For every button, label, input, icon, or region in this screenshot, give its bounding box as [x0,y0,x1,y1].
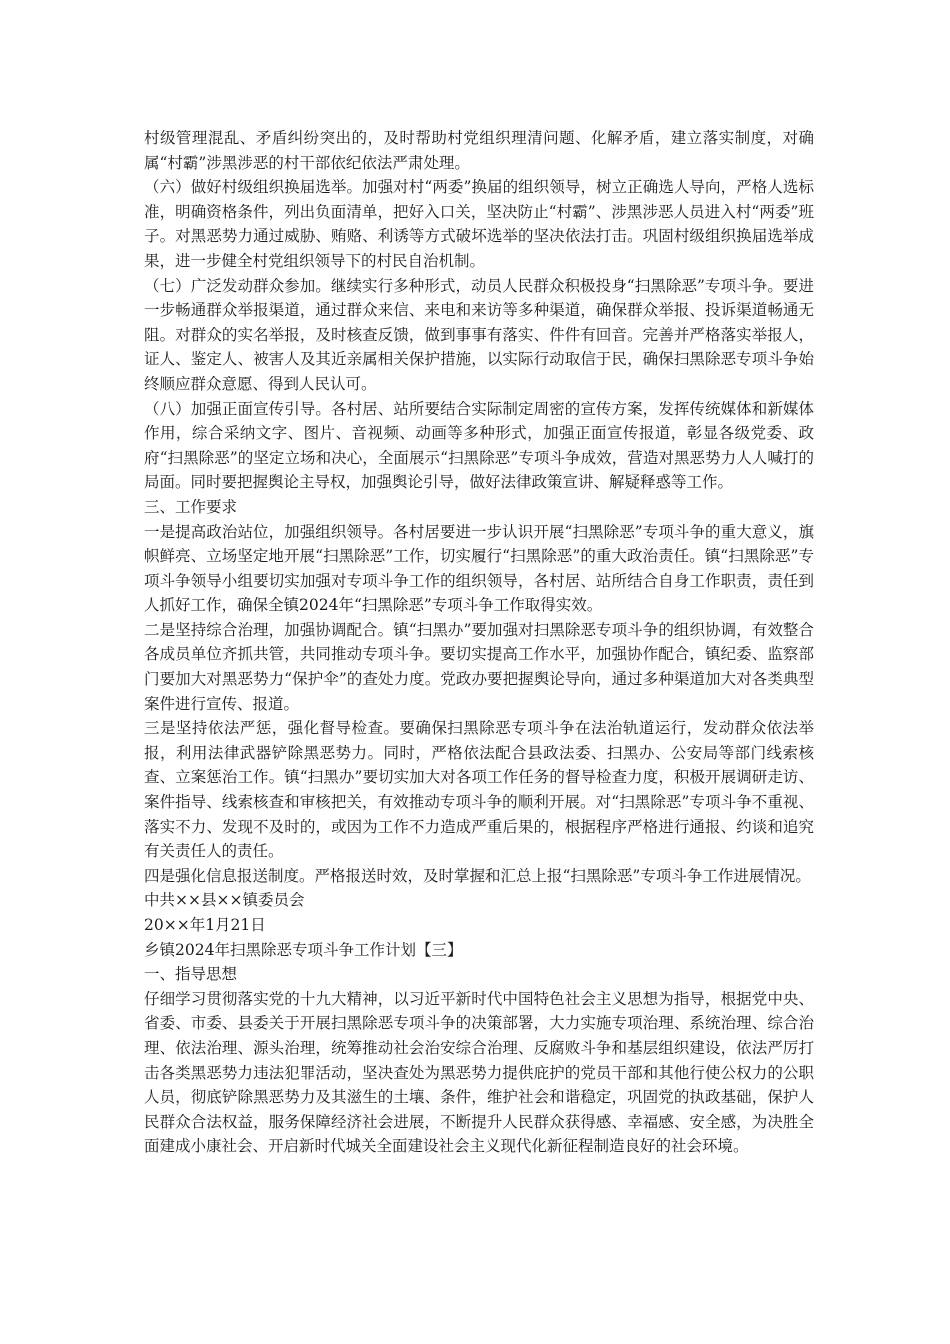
paragraph: （八）加强正面宣传引导。各村居、站所要结合实际制定周密的宣传方案，发挥传统媒体和新媒体作用，综合采纳文字、图片、音视频、动画等多种形式，加强正面宣传报道，彰显各级党委、政府“扫黑除恶”的坚定立场和决心，全面展示“扫黑除恶”专项斗争成效，营造对黑恶势力人人喊打的局面。同时要把握舆论主导权，加强舆论引导，做好法律政策宣讲、解疑释惑等工作。 [144,399,814,492]
paragraph: 二是坚持综合治理，加强协调配合。镇“扫黑办”要加强对扫黑除恶专项斗争的组织协调，有效整合各成员单位齐抓共管，共同推动专项斗争。要切实提高工作水平，加强协作配合，镇纪委、监察部门要加大对黑恶势力“保护伞”的查处力度。党政办要把握舆论导向，通过多种渠道加大对各类典型案件进行宣传、报道。 [144,620,814,713]
paragraph: 四是强化信息报送制度。严格报送时效，及时掌握和汇总上报“扫黑除恶”专项斗争工作进展情况。 [144,866,811,885]
paragraph: （七）广泛发动群众参加。继续实行多种形式，动员人民群众积极投身“扫黑除恶”专项斗争。要进一步畅通群众举报渠道，通过群众来信、来电和来访等多种渠道，确保群众举报、投诉渠道畅通无阻。对群众的实名举报，及时核查反馈，做到事事有落实、件件有回音。完善并严格落实举报人，证人、鉴定人、被害人及其近亲属相关保护措施，以实际行动取信于民，确保扫黑除恶专项斗争始终顺应群众意愿、得到人民认可。 [144,276,814,393]
paragraph: 一是提高政治站位，加强组织领导。各村居要进一步认识开展“扫黑除恶”专项斗争的重大意义，旗帜鲜亮、立场坚定地开展“扫黑除恶”工作，切实履行“扫黑除恶”的重大政治责任。镇“扫黑除恶”专项斗争领导小组要切实加强对专项斗争工作的组织领导，各村居、站所结合自身工作职责，责任到人抓好工作，确保全镇2024年“扫黑除恶”专项斗争工作取得实效。 [144,522,814,615]
document-body [144,126,814,1159]
paragraph: 村级管理混乱、矛盾纠纷突出的，及时帮助村党组织理清问题、化解矛盾，建立落实制度，对确属“村霸”涉黑涉恶的村干部依纪依法严肃处理。 [144,129,814,172]
signature-organization: 中共××县××镇委员会 [144,891,305,910]
paragraph: 仔细学习贯彻落实党的十九大精神，以习近平新时代中国特色社会主义思想为指导，根据党中央、省委、市委、县委关于开展扫黑除恶专项斗争的决策部署，大力实施专项治理、系统治理、综合治理、依法治理、源头治理，统筹推动社会治安综合治理、反腐败斗争和基层组织建设，依法严厉打击各类黑恶势力违法犯罪活动，坚决查处为黑恶势力提供庇护的党员干部和其他行使公权力的公职人员，彻底铲除黑恶势力及其滋生的土壤、条件，维护社会和谐稳定，巩固党的执政基础，保护人民群众合法权益，服务保障经济社会进展，不断提升人民群众获得感、幸福感、安全感，为决胜全面建成小康社会、开启新时代城关全面建设社会主义现代化新征程制造良好的社会环境。 [144,989,814,1156]
document-title: 乡镇2024年扫黑除恶专项斗争工作计划【三】 [144,940,463,959]
section-heading: 三、工作要求 [144,497,238,516]
signature-date: 20××年1月21日 [144,916,266,934]
paragraph: 三是坚持依法严惩，强化督导检查。要确保扫黑除恶专项斗争在法治轨道运行，发动群众依法举报，利用法律武器铲除黑恶势力。同时，严格依法配合县政法委、扫黑办、公安局等部门线索核查、立案惩治工作。镇“扫黑办”要切实加大对各项工作任务的督导检查力度，积极开展调研走访、案件指导、线索核查和审核把关，有效推动专项斗争的顺利开展。对“扫黑除恶”专项斗争不重视、落实不力、发现不及时的，或因为工作不力造成严重后果的，根据程序严格进行通报、约谈和追究有关责任人的责任。 [144,719,814,861]
section-heading: 一、指导思想 [144,965,238,984]
paragraph: （六）做好村级组织换届选举。加强对村“两委”换届的组织领导，树立正确选人导向，严格人选标准，明确资格条件，列出负面清单，把好入口关，坚决防止“村霸”、涉黑涉恶人员进入村“两委”班子。对黑恶势力通过威胁、贿赂、利诱等方式破坏选举的坚决依法打击。巩固村级组织换届选举成果，进一步健全村党组织领导下的村民自治机制。 [144,178,814,270]
